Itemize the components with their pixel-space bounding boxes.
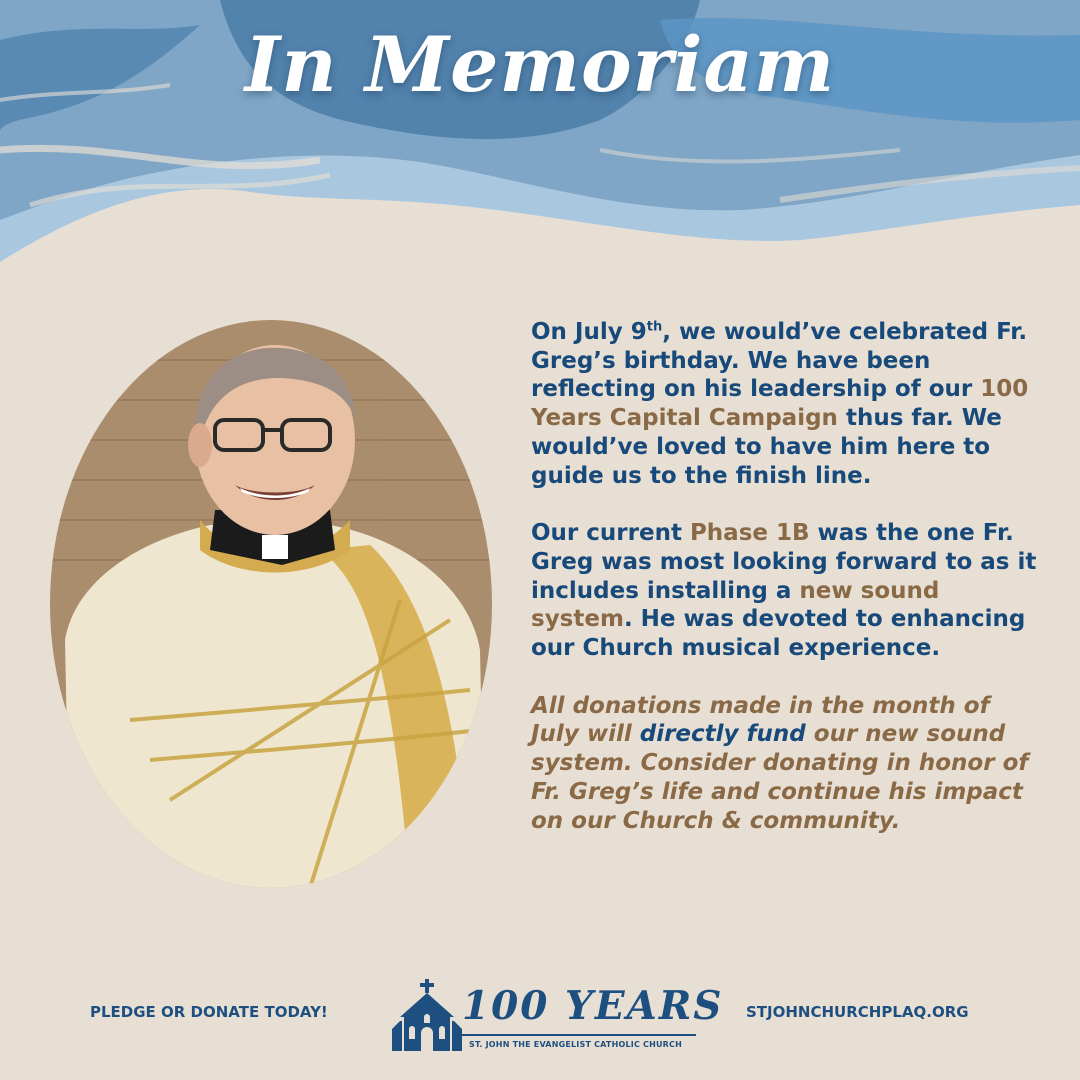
- website-link[interactable]: STJOHNCHURCHPLAQ.ORG: [746, 1003, 969, 1021]
- logo-subtitle: ST. JOHN THE EVANGELIST CATHOLIC CHURCH: [469, 1040, 683, 1049]
- portrait-photo: [50, 320, 492, 888]
- sound-system-highlight: new sound system: [531, 577, 940, 633]
- memorial-message: [531, 318, 1041, 864]
- direct-fund-highlight: directly fund: [639, 721, 806, 748]
- paragraph-donation-appeal: All donations made in the month of July will directly fund our new sound system. Consider donating in honor of Fr. Greg’s life and continue his impact on our Church & community.: [531, 692, 1029, 834]
- pledge-call-to-action[interactable]: PLEDGE OR DONATE TODAY!: [90, 1003, 328, 1021]
- phase-highlight: Phase 1B: [689, 520, 810, 547]
- paragraph-birthday: On July 9th, we would’ve celebrated Fr. Greg’s birthday. We have been reflecting on his leadership of our 100 Years Capital Campaign thus far. We would’ve loved to have him here to guide us to the finish line.: [531, 319, 1029, 489]
- logo-title: 100 YEARS: [462, 983, 724, 1029]
- campaign-highlight: 100 Years Capital Campaign: [531, 376, 1029, 432]
- logo-divider: [462, 1034, 696, 1036]
- page-title: In Memoriam: [244, 20, 836, 109]
- paragraph-phase: Our current Phase 1B was the one Fr. Greg was most looking forward to as it includes installing a new sound system. He was devoted to enhancing our Church musical experience.: [531, 520, 1037, 662]
